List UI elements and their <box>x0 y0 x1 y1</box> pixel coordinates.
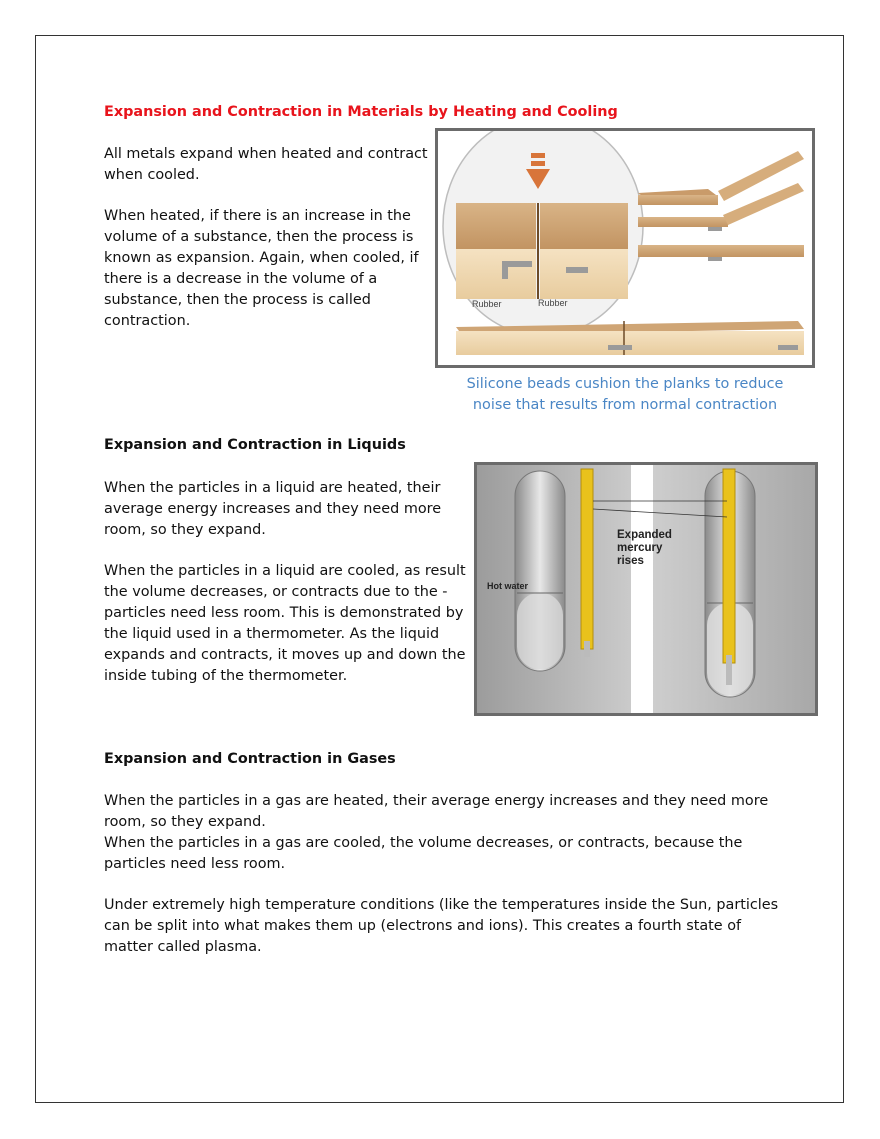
floor-planks-figure <box>435 128 815 368</box>
materials-paragraph-1: All metals expand when heated and contract when cooled. <box>104 146 428 183</box>
expanded-label-3: rises <box>617 555 644 567</box>
floor-planks-illustration <box>438 131 812 365</box>
thermometer-illustration <box>477 465 815 713</box>
gases-paragraph-1: When the particles in a gas are heated, their average energy increases and they need more room, so they expand. <box>104 793 769 830</box>
expanded-label-2: mercury <box>617 542 663 554</box>
caption-line-1: Silicone beads cushion the planks to reduce <box>466 376 784 392</box>
expanded-label-1: Expanded <box>617 529 672 541</box>
section-heading-liquids: Expansion and Contraction in Liquids <box>104 437 406 453</box>
materials-paragraph-2: When heated, if there is an increase in the volume of a substance, then the process is known as expansion. Again, when cooled, if there is a decrease in the volume of a substance, then the process is called contraction. <box>104 208 419 329</box>
gases-paragraph-2: When the particles in a gas are cooled, the volume decreases, or contracts, because the particles need less room. <box>104 835 743 872</box>
liquids-paragraph-2: When the particles in a liquid are cooled, as result the volume decreases, or contracts due to the - particles need less room. This is demonstrated by the liquid used in a thermometer. As the liquid expands and contracts, it moves up and down the inside tubing of the thermometer. <box>104 563 466 684</box>
liquids-paragraph-1: When the particles in a liquid are heated, their average energy increases and they need more room, so they expand. <box>104 480 442 538</box>
rubber-label-1: Rubber <box>472 299 502 309</box>
rubber-label-2: Rubber <box>538 298 568 308</box>
section-heading-gases: Expansion and Contraction in Gases <box>104 751 396 767</box>
gases-paragraph-3: Under extremely high temperature conditions (like the temperatures inside the Sun, particles can be split into what makes them up (electrons and ions). This creates a fourth state of matter called plasma. <box>104 897 779 955</box>
section-heading-materials: Expansion and Contraction in Materials by Heating and Cooling <box>104 104 618 120</box>
thermometer-figure <box>474 462 818 716</box>
planks-caption <box>435 374 815 416</box>
caption-line-2: noise that results from normal contraction <box>472 397 778 413</box>
hot-water-label: Hot water <box>487 581 529 591</box>
